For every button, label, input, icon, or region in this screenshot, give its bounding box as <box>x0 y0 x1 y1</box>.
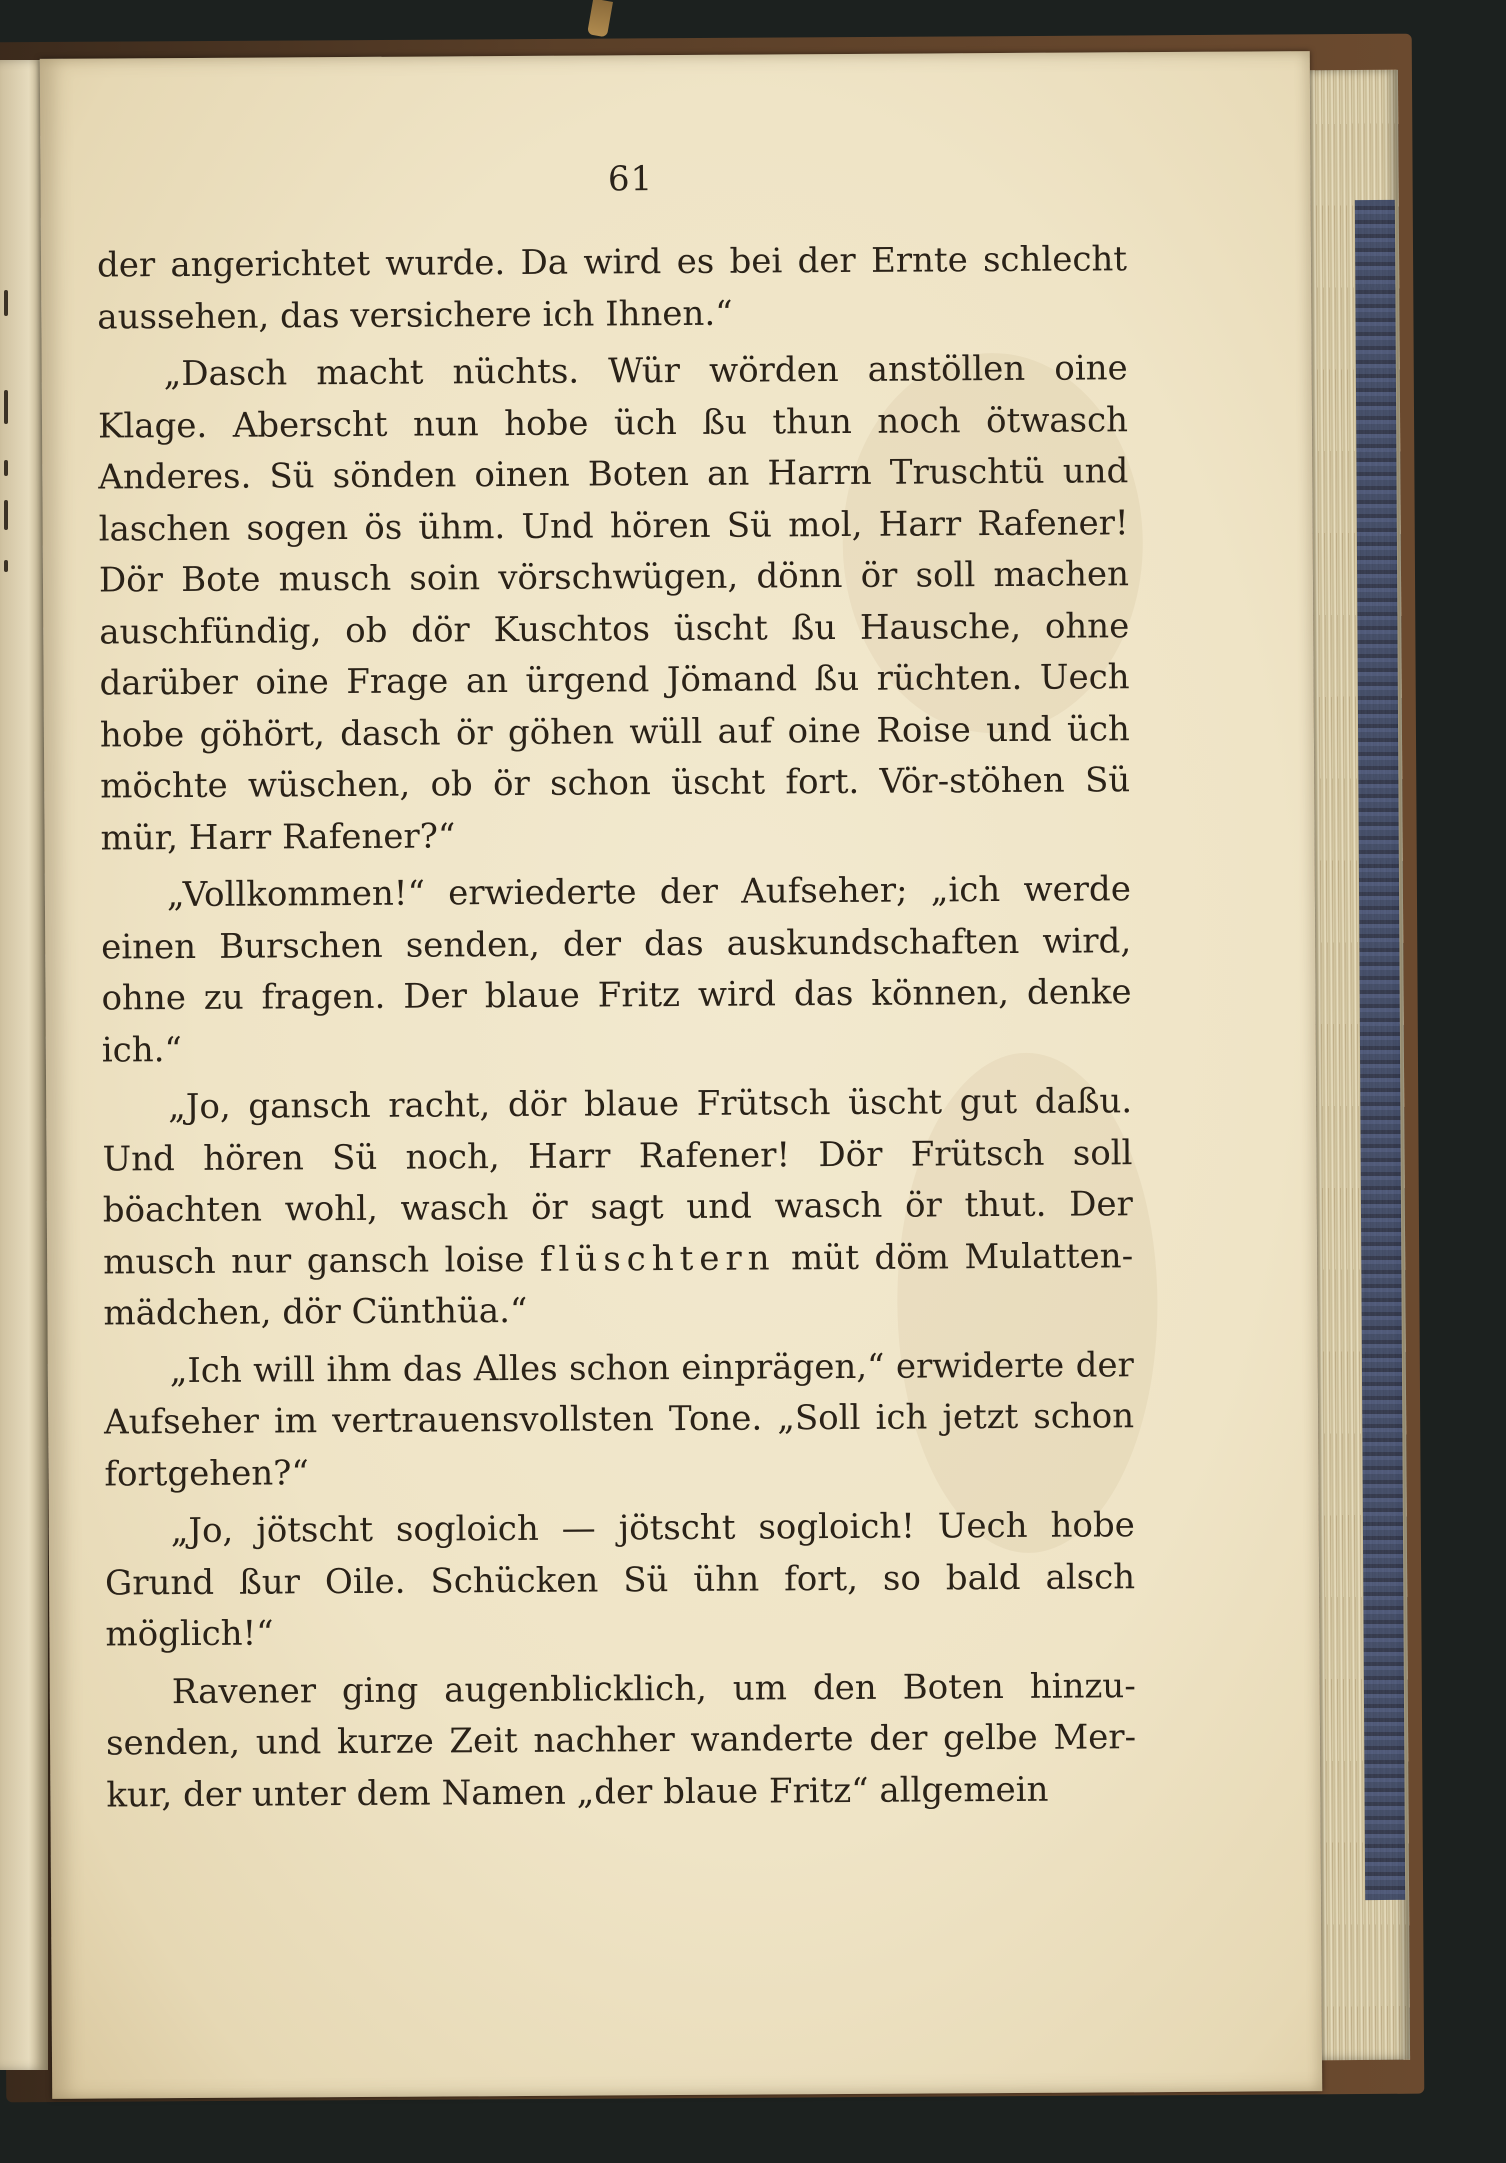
paragraph-text: Ravener ging augenblicklich, um den Boten hinzu-senden, und kurze Zeit nachher wanderte der gelbe Mer-kur, der unter dem Namen „der blaue Fritz“ allgemein <box>105 1665 1137 1816</box>
facing-page-mark <box>4 390 8 424</box>
paragraph <box>102 1076 1134 1340</box>
paragraph-text: der angerichtet wurde. Da wird es bei der Ernte schlecht aussehen, das versichere ich Ihnen.“ <box>96 239 1128 338</box>
facing-page-mark <box>4 460 8 476</box>
paragraph-text: „Dasch macht nüchts. Wür wörden anstöllen oine Klage. Aberscht nun hobe üch ßu thun noch ötwasch Anderes. Sü sönden oinen Boten an Harrn Truschtü und laschen sogen ös ühm. Und hören Sü mol, Harr Rafener! Dör Bote musch soin vörschwügen, dönn ör soll machen auschfündig, ob dör Kuschtos üscht ßu Hausche, ohne darüber oine Frage an ürgend Jömand ßu rüchten. Uech hobe göhört, dasch ör göhen wüll auf oine Roise und üch möchte wüschen, ob ör schon üscht fort. Vör-stöhen Sü mür, Harr Rafener?“ <box>97 348 1131 859</box>
paragraph <box>105 1500 1136 1661</box>
facing-page-mark <box>4 290 8 316</box>
facing-page-mark <box>4 560 8 572</box>
paragraph <box>101 864 1132 1076</box>
paragraph-text: „Ich will ihm das Alles schon einprägen,“ erwiderte der Aufseher im vertrauensvollsten Tone. „Soll ich jetzt schon fortgehen?“ <box>103 1344 1135 1495</box>
paragraph-text: „Jo, gansch racht, dör blaue Frütsch üscht gut daßu. Und hören Sü noch, Harr Rafener! Dör Frütsch soll böachten wohl, wasch ör sagt und wasch ör thut. Der musch nur gansch loise <box>102 1081 1133 1283</box>
paragraph-text: „Vollkommen!“ erwiederte der Aufseher; „ich werde einen Burschen senden, der das auskundschaften wird, ohne zu fragen. Der blaue Fritz wird das können, denke ich.“ <box>101 869 1132 1071</box>
paragraph-text: „Jo, jötscht sogloich — jötscht sogloich! Uech hobe Grund ßur Oile. Schücken Sü ühn fort, so bald alsch möglich!“ <box>104 1505 1136 1655</box>
page-number: 61 <box>607 159 654 200</box>
paragraph-text: müt döm Mulatten-mädchen, dör Cünthüa.“ <box>103 1235 1134 1334</box>
paragraph <box>106 1661 1137 1822</box>
spaced-word: flüschtern <box>539 1237 776 1280</box>
book-page <box>40 51 1322 2099</box>
page-text <box>97 234 1137 1827</box>
paragraph <box>104 1340 1135 1501</box>
facing-page-mark <box>4 500 8 530</box>
paragraph <box>98 343 1131 864</box>
paragraph <box>97 234 1128 343</box>
bookmark-ribbon <box>587 0 613 37</box>
